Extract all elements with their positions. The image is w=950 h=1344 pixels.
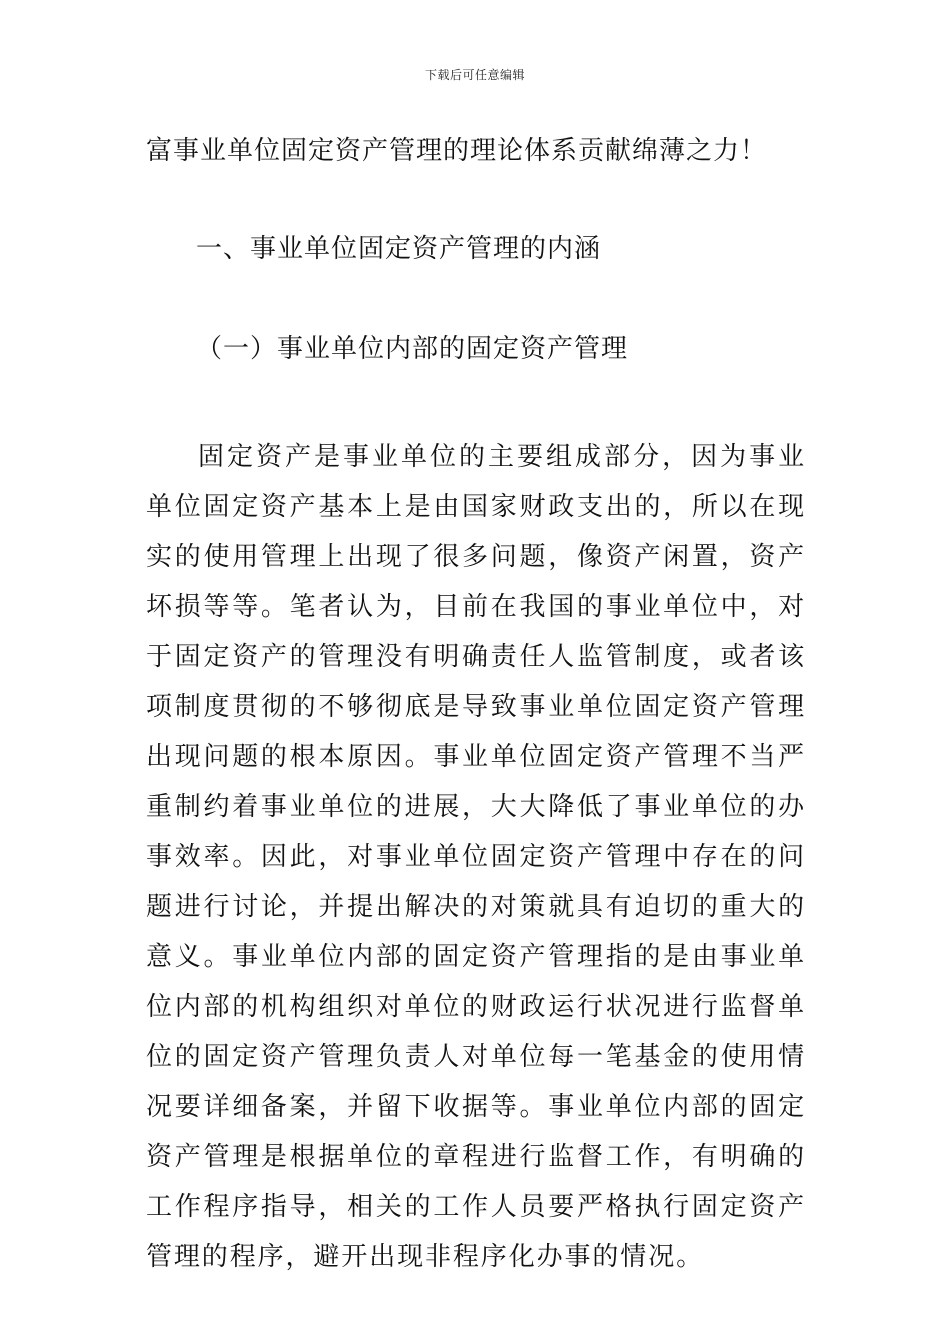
continuation-text: 富事业单位固定资产管理的理论体系贡献绵薄之力！ [146,136,768,166]
body-paragraph: 固定资产是事业单位的主要组成部分，因为事业单位固定资产基本上是由国家财政支出的，所以在现实的使用管理上出现了很多问题，像资产闲置，资产坏损等等。笔者认为，目前在我国的事业单位中，对于固定资产的管理没有明确责任人监管制度，或者该项制度贯彻的不够彻底是导致事业单位固定资产管理出现问题的根本原因。事业单位固定资产管理不当严重制约着事业单位的进展，大大降低了事业单位的办事效率。因此，对事业单位固定资产管理中存在的问题进行讨论，并提出解决的对策就具有迫切的重大的意义。事业单位内部的固定资产管理指的是由事业单位内部的机构组织对单位的财政运行状况进行监督单位的固定资产管理负责人对单位每一笔基金的使用情况要详细备案，并留下收据等。事业单位内部的固定资产管理是根据单位的章程进行监督工作，有明确的工作程序指导，相关的工作人员要严格执行固定资产管理的程序，避开出现非程序化办事的情况。 [146,442,806,1272]
subsection-heading: （一）事业单位内部的固定资产管理 [196,334,629,364]
header-note: 下载后可任意编辑 [424,68,525,82]
section-heading: 一、事业单位固定资产管理的内涵 [196,234,602,264]
